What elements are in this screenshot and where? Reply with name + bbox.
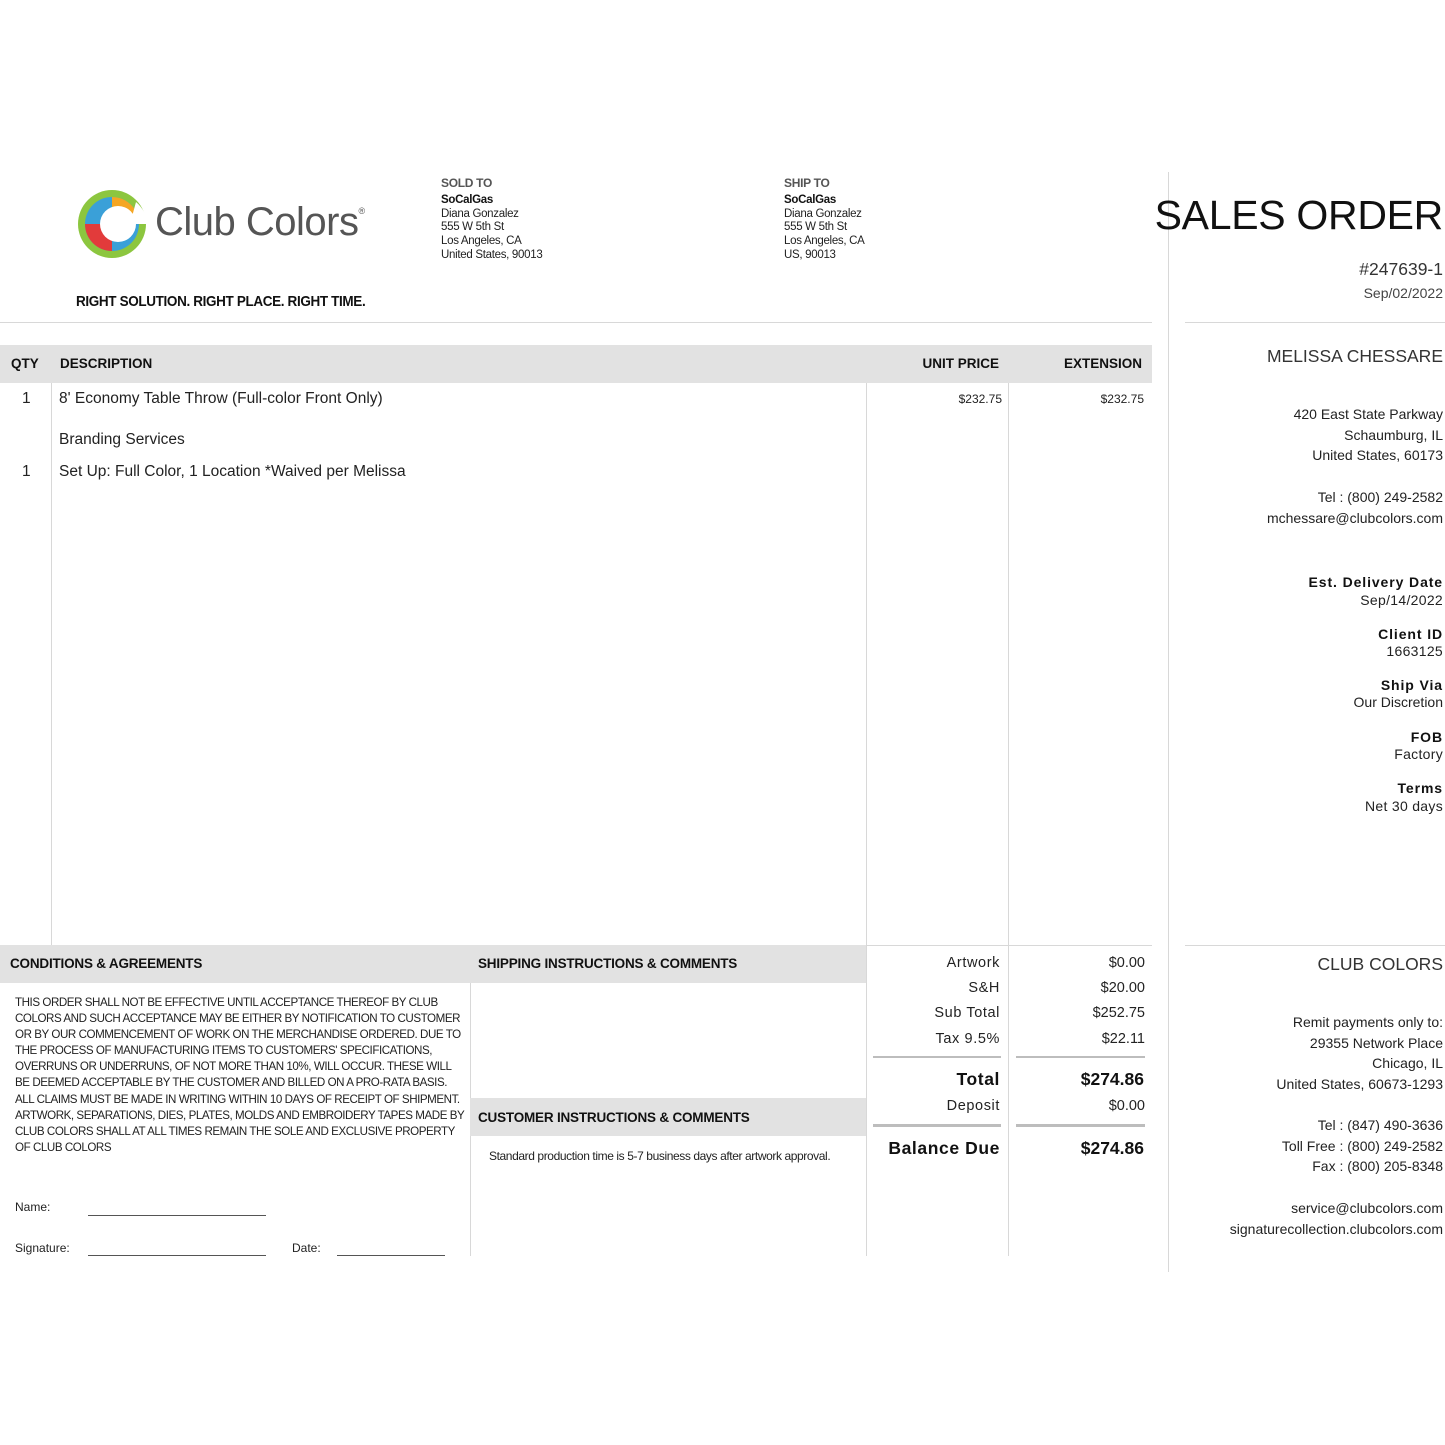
subtotal-value: $252.75: [1092, 1005, 1145, 1021]
client-id-value: 1663125: [1386, 643, 1443, 659]
customer-instructions-title: CUSTOMER INSTRUCTIONS & COMMENTS: [478, 1110, 750, 1125]
sold-to-header: SOLD TO: [441, 176, 493, 190]
totals-top-rule: [866, 945, 1152, 946]
delivery-date-label: Est. Delivery Date: [1308, 574, 1443, 590]
ship-via-value: Our Discretion: [1353, 694, 1443, 710]
balance-due-label: Balance Due: [888, 1138, 1000, 1158]
document-title: SALES ORDER: [1154, 192, 1443, 238]
totals-left-border: [866, 945, 867, 1256]
sold-to-country: United States, 90013: [441, 248, 543, 261]
ship-to-country: US, 90013: [784, 248, 836, 261]
ship-to-block: [784, 177, 865, 263]
remit-country: United States, 60673-1293: [1276, 1075, 1443, 1092]
sales-rep-address: [1294, 404, 1443, 466]
total-rule-right: [1016, 1056, 1145, 1058]
right-panel-top-rule: [1185, 322, 1445, 323]
order-number: #247639-1: [1359, 259, 1443, 279]
sales-rep-contact: [1267, 487, 1443, 528]
delivery-date-value: Sep/14/2022: [1360, 592, 1443, 608]
totals-divider: [1008, 945, 1009, 1256]
col-divider-description: [866, 383, 867, 945]
ship-to-contact: Diana Gonzalez: [784, 207, 862, 220]
remit-city: Chicago, IL: [1372, 1055, 1443, 1072]
fob-label: FOB: [1410, 729, 1443, 745]
terms-label: Terms: [1397, 780, 1443, 796]
club-colors-logo-icon: [72, 182, 162, 272]
ship-to-street: 555 W 5th St: [784, 221, 847, 234]
sold-to-company: SoCalGas: [441, 193, 493, 206]
rep-city: Schaumburg, IL: [1344, 426, 1443, 443]
sh-label: S&H: [968, 980, 1000, 996]
ship-via-label: Ship Via: [1380, 677, 1443, 693]
company-tel: Tel : (847) 490-3636: [1317, 1117, 1443, 1133]
sold-to-contact: Diana Gonzalez: [441, 207, 519, 220]
total-value: $274.86: [1080, 1069, 1144, 1089]
remit-address: [1276, 1012, 1443, 1094]
col-description-header: DESCRIPTION: [60, 356, 153, 371]
ship-to-header: SHIP TO: [784, 176, 830, 190]
col-unit-price-header: UNIT PRICE: [922, 356, 999, 371]
total-rule-left: [873, 1056, 1001, 1058]
sold-to-street: 555 W 5th St: [441, 221, 504, 234]
col-divider-qty: [51, 383, 52, 945]
row-1-extension: $232.75: [1100, 392, 1144, 406]
company-fax: Fax : (800) 205-8348: [1312, 1158, 1443, 1175]
remit-note: Remit payments only to:: [1292, 1014, 1443, 1030]
total-label: Total: [956, 1069, 1000, 1089]
company-website-link[interactable]: signaturecollection.clubcolors.com: [1229, 1220, 1443, 1237]
subtotal-label: Sub Total: [934, 1005, 1000, 1021]
company-email-link[interactable]: service@clubcolors.com: [1291, 1200, 1443, 1216]
company-web: [1230, 1198, 1443, 1239]
company-name: CLUB COLORS: [1317, 954, 1443, 974]
customer-instructions-text: Standard production time is 5-7 business days after artwork approval.: [489, 1149, 831, 1163]
rep-email-link[interactable]: mchessare@clubcolors.com: [1266, 509, 1443, 526]
fob-value: Factory: [1394, 746, 1443, 762]
deposit-label: Deposit: [946, 1098, 1000, 1114]
right-panel-divider: [1168, 172, 1169, 1272]
terms-value: Net 30 days: [1364, 798, 1443, 814]
brand-name: Club Colors®: [155, 200, 365, 244]
signature-line[interactable]: [88, 1255, 266, 1256]
tax-value: $22.11: [1101, 1031, 1145, 1047]
client-id-label: Client ID: [1378, 626, 1443, 642]
balance-rule-right: [1016, 1124, 1145, 1127]
rep-street: 420 East State Parkway: [1293, 406, 1443, 422]
ship-to-city: Los Angeles, CA: [784, 235, 865, 248]
date-label: Date:: [292, 1241, 321, 1255]
col-divider-unit-price: [1008, 383, 1009, 945]
right-panel-bottom-rule: [1185, 945, 1445, 946]
conditions-text: THIS ORDER SHALL NOT BE EFFECTIVE UNTIL ACCEPTANCE THEREOF BY CLUB COLORS AND SUCH ACCEPTANCE MAY BE EITHER BY NOTIFICATION TO CUSTOMER OR BY OUR COMMENCEMENT OF WORK ON THE MERCHANDISE ORDERED. DUE TO THE PROCESS OF MANUFACTURING ITEMS TO CUSTOMERS' SPECIFICATIONS, OVERRUNS OR UNDERRUNS, OF NOT MORE THAN 10%, WILL OCCUR. THESE WILL BE DEEMED ACCEPTABLE BY THE CUSTOMER AND BILLED ON A PRO-RATA BASIS. ALL CLAIMS MUST BE MADE IN WRITING WITHIN 10 DAYS OF RECEIPT OF SHIPMENT. ARTWORK, SEPARATIONS, DIES, PLATES, MOLDS AND EMBROIDERY TAPES MADE BY CLUB COLORS SHALL AT ALL TIMES REMAIN THE SOLE AND EXCLUSIVE PROPERTY OF CLUB COLORS: [15, 996, 465, 1154]
row-3-description: Set Up: Full Color, 1 Location *Waived per Melissa: [59, 463, 406, 480]
sh-value: $20.00: [1100, 980, 1145, 996]
conditions-title: CONDITIONS & AGREEMENTS: [10, 956, 203, 971]
rep-country: United States, 60173: [1312, 447, 1443, 464]
row-2-description: Branding Services: [59, 431, 185, 448]
signature-label: Signature:: [15, 1241, 70, 1255]
balance-due-value: $274.86: [1080, 1138, 1144, 1158]
row-1-unit-price: $232.75: [958, 392, 1002, 406]
sold-to-city: Los Angeles, CA: [441, 235, 522, 248]
col-qty-header: QTY: [11, 356, 39, 371]
shipping-instructions-title: SHIPPING INSTRUCTIONS & COMMENTS: [478, 956, 738, 971]
date-line[interactable]: [337, 1255, 445, 1256]
sold-to-block: [441, 177, 542, 263]
artwork-value: $0.00: [1108, 955, 1145, 971]
deposit-value: $0.00: [1108, 1098, 1145, 1114]
sales-rep-name: MELISSA CHESSARE: [1266, 346, 1443, 366]
row-3-qty: 1: [22, 463, 31, 480]
remit-street: 29355 Network Place: [1309, 1034, 1443, 1051]
company-phones: [1282, 1115, 1443, 1177]
name-label: Name:: [15, 1200, 51, 1214]
name-signature-line[interactable]: [88, 1215, 266, 1216]
row-1-qty: 1: [22, 390, 31, 407]
rep-tel: Tel : (800) 249-2582: [1317, 489, 1443, 505]
brand-tagline: RIGHT SOLUTION. RIGHT PLACE. RIGHT TIME.: [76, 293, 366, 310]
balance-rule-left: [873, 1124, 1001, 1127]
order-date: Sep/02/2022: [1363, 285, 1443, 301]
col-extension-header: EXTENSION: [1063, 356, 1142, 371]
artwork-label: Artwork: [946, 955, 1000, 971]
company-tollfree: Toll Free : (800) 249-2582: [1281, 1137, 1443, 1154]
ship-to-company: SoCalGas: [784, 193, 836, 206]
tax-label: Tax 9.5%: [935, 1031, 1000, 1047]
row-1-description: 8' Economy Table Throw (Full-color Front Only): [59, 390, 383, 407]
header-divider: [0, 322, 1152, 323]
